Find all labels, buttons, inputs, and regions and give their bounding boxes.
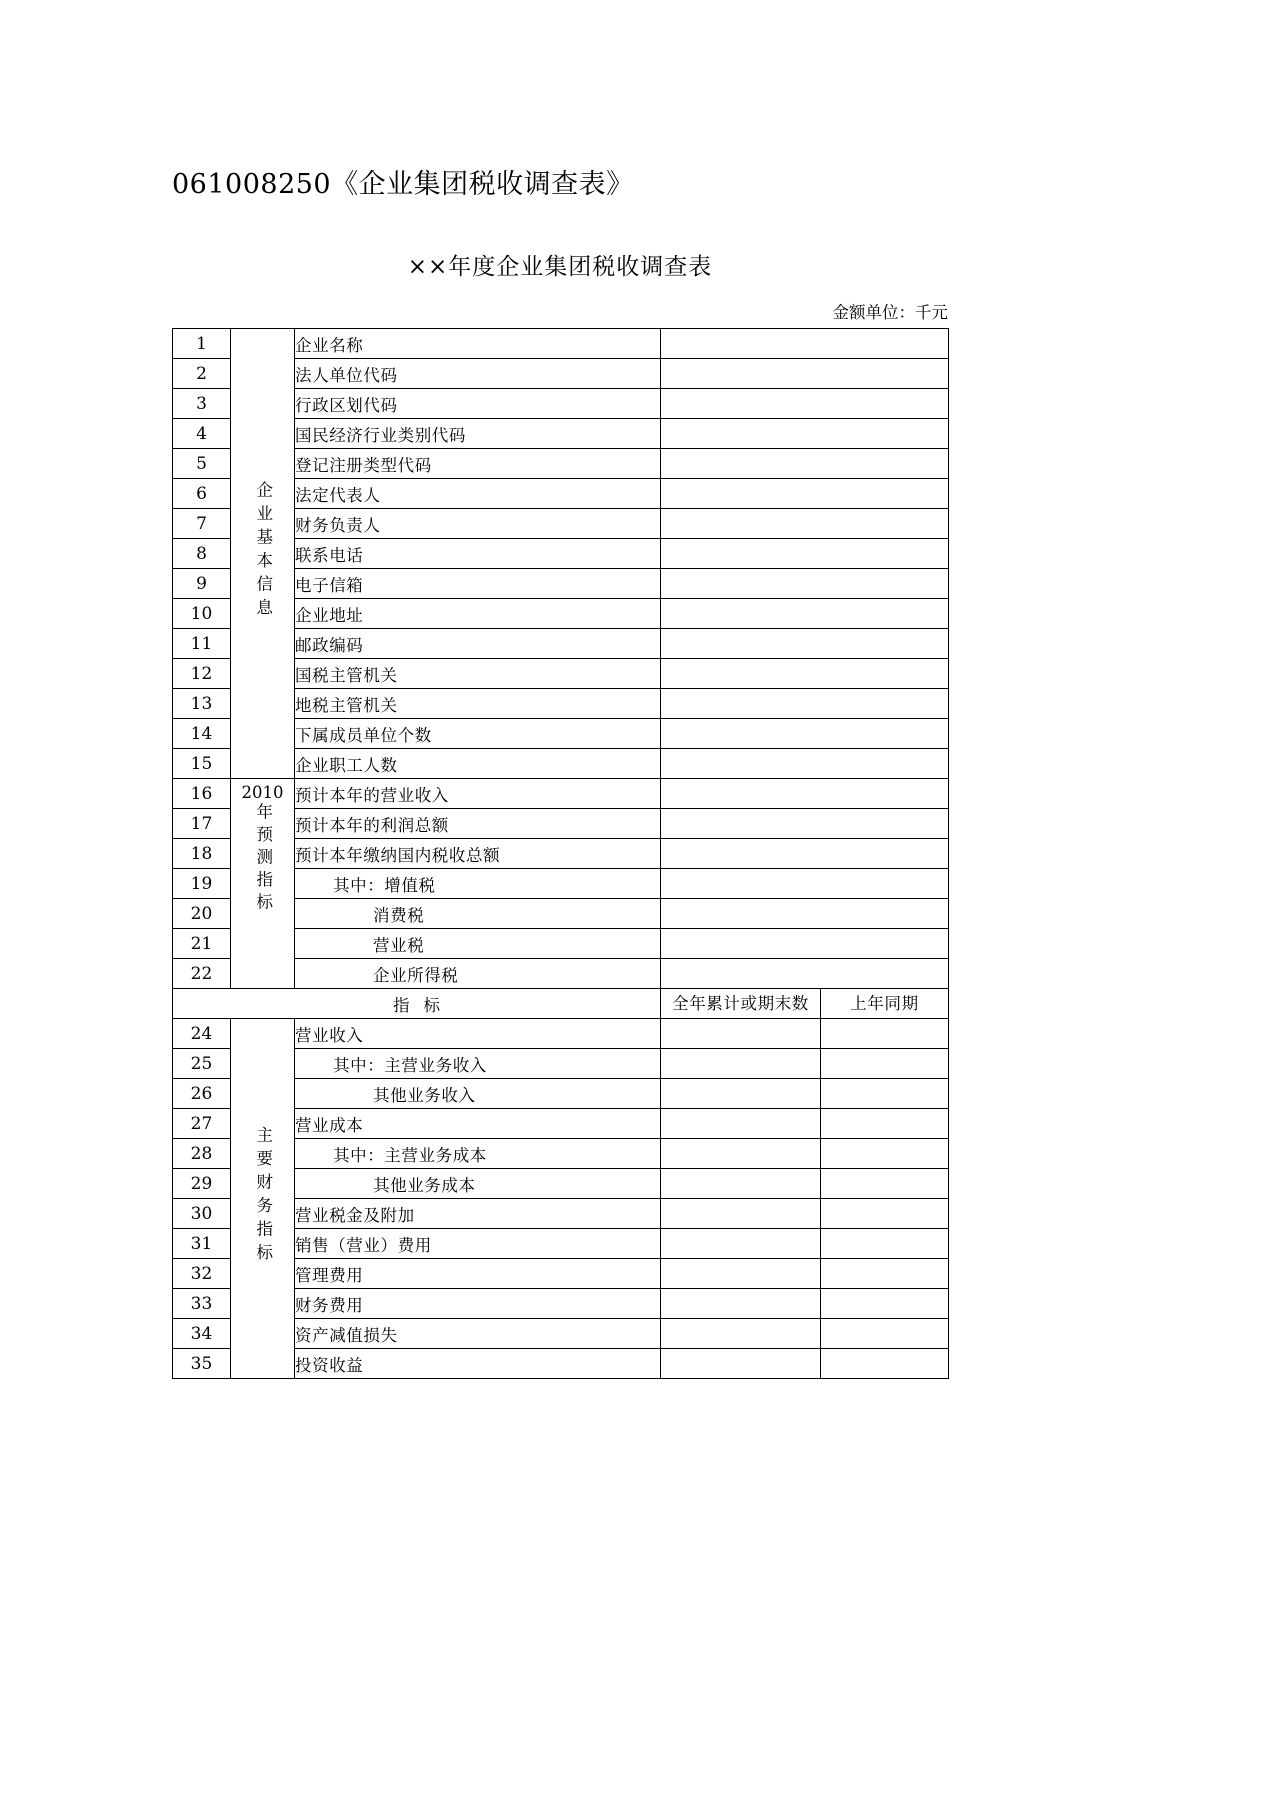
survey-table xyxy=(172,328,949,1379)
row-item-label: 财务费用 xyxy=(295,1289,661,1319)
group-label-text: 主要财务指标 xyxy=(253,1126,273,1267)
row-number: 13 xyxy=(173,689,231,719)
row-value-cell[interactable] xyxy=(661,869,949,899)
row-value-cell[interactable] xyxy=(661,959,949,989)
row-value-current[interactable] xyxy=(661,1139,821,1169)
row-item-label: 营业税金及附加 xyxy=(295,1199,661,1229)
row-value-prior[interactable] xyxy=(821,1019,949,1049)
row-item-label: 管理费用 xyxy=(295,1259,661,1289)
row-number: 32 xyxy=(173,1259,231,1289)
row-number: 25 xyxy=(173,1049,231,1079)
row-item-label: 财务负责人 xyxy=(295,509,661,539)
header-indicator: 指标 xyxy=(173,989,661,1019)
group-label-1 xyxy=(231,779,295,989)
row-item-label: 企业名称 xyxy=(295,329,661,359)
row-item-label: 电子信箱 xyxy=(295,569,661,599)
group-label-0 xyxy=(231,329,295,779)
row-item-label: 企业所得税 xyxy=(295,959,661,989)
survey-table-body xyxy=(173,329,949,1379)
row-value-cell[interactable] xyxy=(661,479,949,509)
header-current-period: 全年累计或期末数 xyxy=(661,989,821,1019)
row-item-label: 其中：增值税 xyxy=(295,869,661,899)
row-value-current[interactable] xyxy=(661,1049,821,1079)
row-value-cell[interactable] xyxy=(661,899,949,929)
row-value-cell[interactable] xyxy=(661,389,949,419)
row-value-cell[interactable] xyxy=(661,689,949,719)
row-number: 30 xyxy=(173,1199,231,1229)
row-number: 26 xyxy=(173,1079,231,1109)
row-item-label: 其中：主营业务收入 xyxy=(295,1049,661,1079)
row-value-current[interactable] xyxy=(661,1319,821,1349)
row-number: 2 xyxy=(173,359,231,389)
row-number: 6 xyxy=(173,479,231,509)
row-value-cell[interactable] xyxy=(661,419,949,449)
row-item-label: 法定代表人 xyxy=(295,479,661,509)
page-title: 061008250《企业集团税收调查表》 xyxy=(172,169,634,200)
row-value-prior[interactable] xyxy=(821,1349,949,1379)
row-value-cell[interactable] xyxy=(661,719,949,749)
row-number: 28 xyxy=(173,1139,231,1169)
row-value-current[interactable] xyxy=(661,1259,821,1289)
row-item-label: 消费税 xyxy=(295,899,661,929)
row-item-label: 企业地址 xyxy=(295,599,661,629)
table-row xyxy=(173,329,949,359)
row-item-label: 国税主管机关 xyxy=(295,659,661,689)
row-number: 34 xyxy=(173,1319,231,1349)
row-value-cell[interactable] xyxy=(661,839,949,869)
row-item-label: 营业成本 xyxy=(295,1109,661,1139)
row-value-current[interactable] xyxy=(661,1229,821,1259)
row-value-cell[interactable] xyxy=(661,629,949,659)
row-value-current[interactable] xyxy=(661,1169,821,1199)
row-item-label: 营业税 xyxy=(295,929,661,959)
row-item-label: 销售（营业）费用 xyxy=(295,1229,661,1259)
row-value-cell[interactable] xyxy=(661,449,949,479)
row-item-label: 行政区划代码 xyxy=(295,389,661,419)
row-number: 4 xyxy=(173,419,231,449)
row-number: 20 xyxy=(173,899,231,929)
row-number: 27 xyxy=(173,1109,231,1139)
header-prior-period: 上年同期 xyxy=(821,989,949,1019)
row-value-current[interactable] xyxy=(661,1199,821,1229)
row-value-cell[interactable] xyxy=(661,809,949,839)
row-item-label: 投资收益 xyxy=(295,1349,661,1379)
row-number: 11 xyxy=(173,629,231,659)
row-value-current[interactable] xyxy=(661,1289,821,1319)
row-value-cell[interactable] xyxy=(661,539,949,569)
group-label-2 xyxy=(231,1019,295,1379)
group-label-text: 年预测指标 xyxy=(253,803,273,916)
row-number: 7 xyxy=(173,509,231,539)
row-value-prior[interactable] xyxy=(821,1109,949,1139)
row-value-prior[interactable] xyxy=(821,1319,949,1349)
row-value-prior[interactable] xyxy=(821,1049,949,1079)
row-item-label: 地税主管机关 xyxy=(295,689,661,719)
row-value-cell[interactable] xyxy=(661,779,949,809)
row-item-label: 营业收入 xyxy=(295,1019,661,1049)
row-number: 33 xyxy=(173,1289,231,1319)
row-value-prior[interactable] xyxy=(821,1259,949,1289)
row-value-cell[interactable] xyxy=(661,329,949,359)
row-number: 21 xyxy=(173,929,231,959)
row-number: 3 xyxy=(173,389,231,419)
row-value-prior[interactable] xyxy=(821,1169,949,1199)
row-number: 31 xyxy=(173,1229,231,1259)
row-item-label: 资产减值损失 xyxy=(295,1319,661,1349)
row-value-cell[interactable] xyxy=(661,929,949,959)
row-item-label: 其中：主营业务成本 xyxy=(295,1139,661,1169)
row-item-label: 登记注册类型代码 xyxy=(295,449,661,479)
row-number: 19 xyxy=(173,869,231,899)
row-item-label: 预计本年缴纳国内税收总额 xyxy=(295,839,661,869)
row-item-label: 法人单位代码 xyxy=(295,359,661,389)
row-number: 1 xyxy=(173,329,231,359)
row-value-current[interactable] xyxy=(661,1349,821,1379)
row-item-label: 国民经济行业类别代码 xyxy=(295,419,661,449)
row-value-cell[interactable] xyxy=(661,599,949,629)
row-number: 12 xyxy=(173,659,231,689)
row-value-prior[interactable] xyxy=(821,1139,949,1169)
row-number: 29 xyxy=(173,1169,231,1199)
group-label-text: 企业基本信息 xyxy=(253,481,273,622)
row-number: 8 xyxy=(173,539,231,569)
row-value-cell[interactable] xyxy=(661,749,949,779)
row-number: 35 xyxy=(173,1349,231,1379)
row-number: 9 xyxy=(173,569,231,599)
row-value-current[interactable] xyxy=(661,1109,821,1139)
row-value-cell[interactable] xyxy=(661,569,949,599)
column-header-row xyxy=(173,989,949,1019)
row-value-cell[interactable] xyxy=(661,359,949,389)
row-item-label: 下属成员单位个数 xyxy=(295,719,661,749)
row-value-prior[interactable] xyxy=(821,1229,949,1259)
row-number: 5 xyxy=(173,449,231,479)
row-number: 17 xyxy=(173,809,231,839)
row-value-current[interactable] xyxy=(661,1019,821,1049)
row-value-cell[interactable] xyxy=(661,659,949,689)
row-value-prior[interactable] xyxy=(821,1199,949,1229)
row-value-prior[interactable] xyxy=(821,1289,949,1319)
row-number: 24 xyxy=(173,1019,231,1049)
group-label-year: 2010 xyxy=(241,783,284,802)
row-number: 18 xyxy=(173,839,231,869)
row-number: 10 xyxy=(173,599,231,629)
row-item-label: 预计本年的营业收入 xyxy=(295,779,661,809)
row-number: 22 xyxy=(173,959,231,989)
row-number: 14 xyxy=(173,719,231,749)
row-number: 15 xyxy=(173,749,231,779)
row-item-label: 企业职工人数 xyxy=(295,749,661,779)
row-value-prior[interactable] xyxy=(821,1079,949,1109)
form-subtitle: ××年度企业集团税收调查表 xyxy=(407,254,713,280)
amount-unit-label: 金额单位：千元 xyxy=(832,303,948,322)
row-number: 16 xyxy=(173,779,231,809)
table-row xyxy=(173,1019,949,1049)
row-value-current[interactable] xyxy=(661,1079,821,1109)
row-item-label: 其他业务收入 xyxy=(295,1079,661,1109)
survey-table-wrap xyxy=(172,328,948,1379)
row-item-label: 联系电话 xyxy=(295,539,661,569)
table-row xyxy=(173,779,949,809)
row-item-label: 邮政编码 xyxy=(295,629,661,659)
row-item-label: 预计本年的利润总额 xyxy=(295,809,661,839)
row-item-label: 其他业务成本 xyxy=(295,1169,661,1199)
row-value-cell[interactable] xyxy=(661,509,949,539)
